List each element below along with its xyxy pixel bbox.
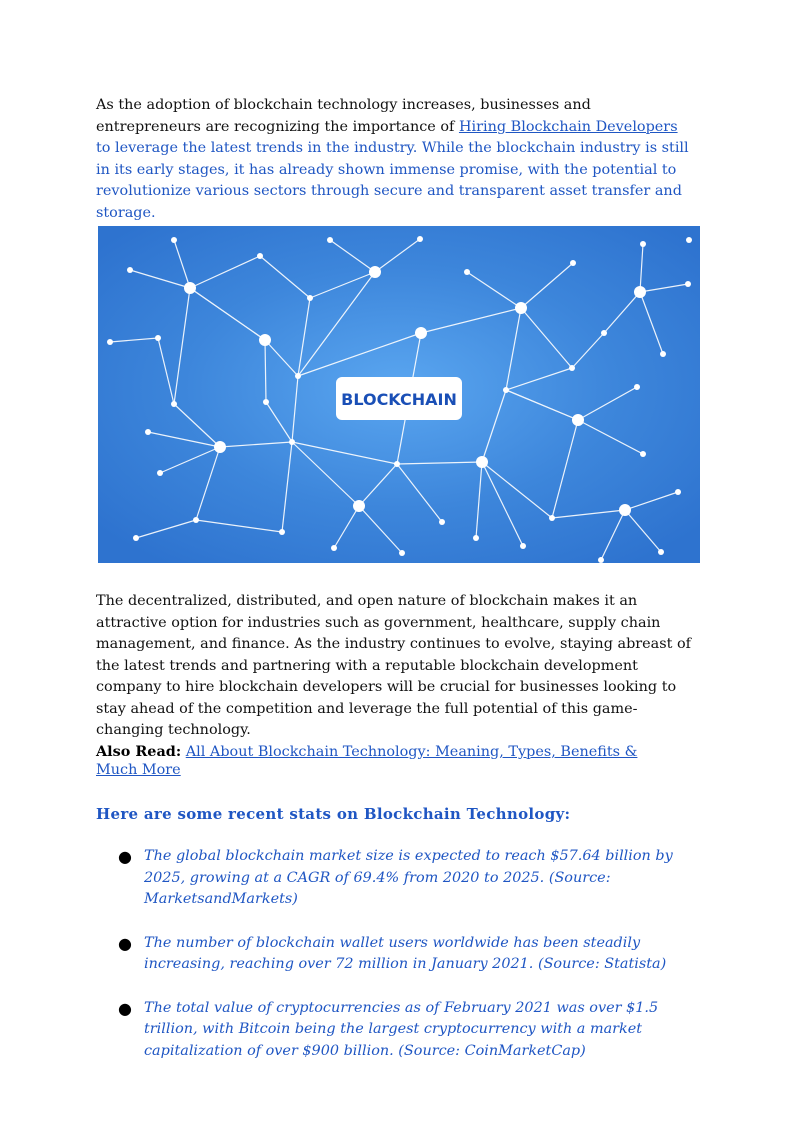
network-node [634, 286, 646, 298]
network-node [439, 519, 445, 525]
network-node [658, 549, 664, 555]
also-read-label: Also Read: [96, 743, 182, 760]
network-node [686, 237, 692, 243]
network-node [133, 535, 139, 541]
blockchain-network-image [98, 226, 700, 563]
network-node [417, 236, 423, 242]
network-node [685, 281, 691, 287]
network-node [171, 401, 177, 407]
network-node [259, 334, 271, 346]
network-node [145, 429, 151, 435]
network-node [327, 237, 333, 243]
bullet-icon: ● [118, 998, 132, 1018]
network-node [394, 461, 400, 467]
stats-heading: Here are some recent stats on Blockchain Technology: [96, 805, 571, 823]
network-node [331, 545, 337, 551]
bullet-icon: ● [118, 847, 132, 866]
network-node [634, 384, 640, 390]
network-node [155, 335, 161, 341]
network-node [214, 441, 226, 453]
network-node [640, 451, 646, 457]
intro-lead: As the adoption of blockchain technology increases, businesses and entrepreneurs are recognizing the importance of [96, 97, 591, 135]
intro-tail: to leverage the latest trends in the industry. While the blockchain industry is still in its early stages, it has already shown immense promise, with the potential to revolutionize various sectors through secure and transparent asset transfer and storage. [96, 140, 689, 221]
also-read-link-line1: All About Blockchain Technology: Meaning, Types, Benefits & [185, 744, 638, 760]
body-paragraph: The decentralized, distributed, and open nature of blockchain makes it an attractive option for industries such as government, healthcare, supply chain management, and finance. As the industry continues to evolve, staying abreast of the latest trends and partnering with a reputable blockchain development company to hire blockchain developers will be crucial for businesses looking to stay ahead of the competition and leverage the full potential of this game-changing technology. [96, 593, 691, 738]
network-node [464, 269, 470, 275]
network-node [157, 470, 163, 476]
stat-item [96, 846, 706, 911]
network-node [184, 282, 196, 294]
stat-text: The number of blockchain wallet users worldwide has been steadily increasing, reaching over 72 million in January 2021. (Source: Statista) [144, 934, 667, 972]
also-read-link-line2: Much More [96, 762, 181, 778]
network-node [473, 535, 479, 541]
blockchain-label: BLOCKCHAIN [341, 390, 457, 409]
network-node [503, 387, 509, 393]
network-node [257, 253, 263, 259]
network-node [570, 260, 576, 266]
also-read [96, 743, 696, 779]
network-node [295, 373, 301, 379]
network-node [619, 504, 631, 516]
network-node [675, 489, 681, 495]
network-node [127, 267, 133, 273]
network-node [572, 414, 584, 426]
bullet-icon: ● [118, 933, 132, 953]
stat-text: The global blockchain market size is expected to reach $57.64 billion by 2025, growing at a CAGR of 69.4% from 2020 to 2025. (Source: MarketsandMarkets) [144, 848, 673, 907]
network-node [279, 529, 285, 535]
network-node [569, 365, 575, 371]
intro-paragraph [96, 95, 696, 224]
network-node [598, 557, 604, 563]
stat-item [96, 933, 706, 976]
network-node [520, 543, 526, 549]
network-node [399, 550, 405, 556]
network-node [289, 439, 295, 445]
network-node [107, 339, 113, 345]
stat-item [96, 998, 706, 1063]
network-node [307, 295, 313, 301]
hiring-blockchain-developers-link[interactable]: Hiring Blockchain Developers [458, 118, 678, 135]
stats-list [96, 846, 706, 1084]
network-node [171, 237, 177, 243]
network-node [415, 327, 427, 339]
network-node [601, 330, 607, 336]
network-node [640, 241, 646, 247]
network-node [660, 351, 666, 357]
network-node [193, 517, 199, 523]
stat-text: The total value of cryptocurrencies as of February 2021 was over $1.5 trillion, with Bitcoin being the largest cryptocurrency with a market capitalization of over $900 billion. (Source: CoinMarketCap) [144, 999, 659, 1059]
network-node [549, 515, 555, 521]
network-node [369, 266, 381, 278]
network-node [476, 456, 488, 468]
network-node [353, 500, 365, 512]
network-node [263, 399, 269, 405]
network-node [515, 302, 527, 314]
blockchain-label-box [336, 377, 462, 420]
